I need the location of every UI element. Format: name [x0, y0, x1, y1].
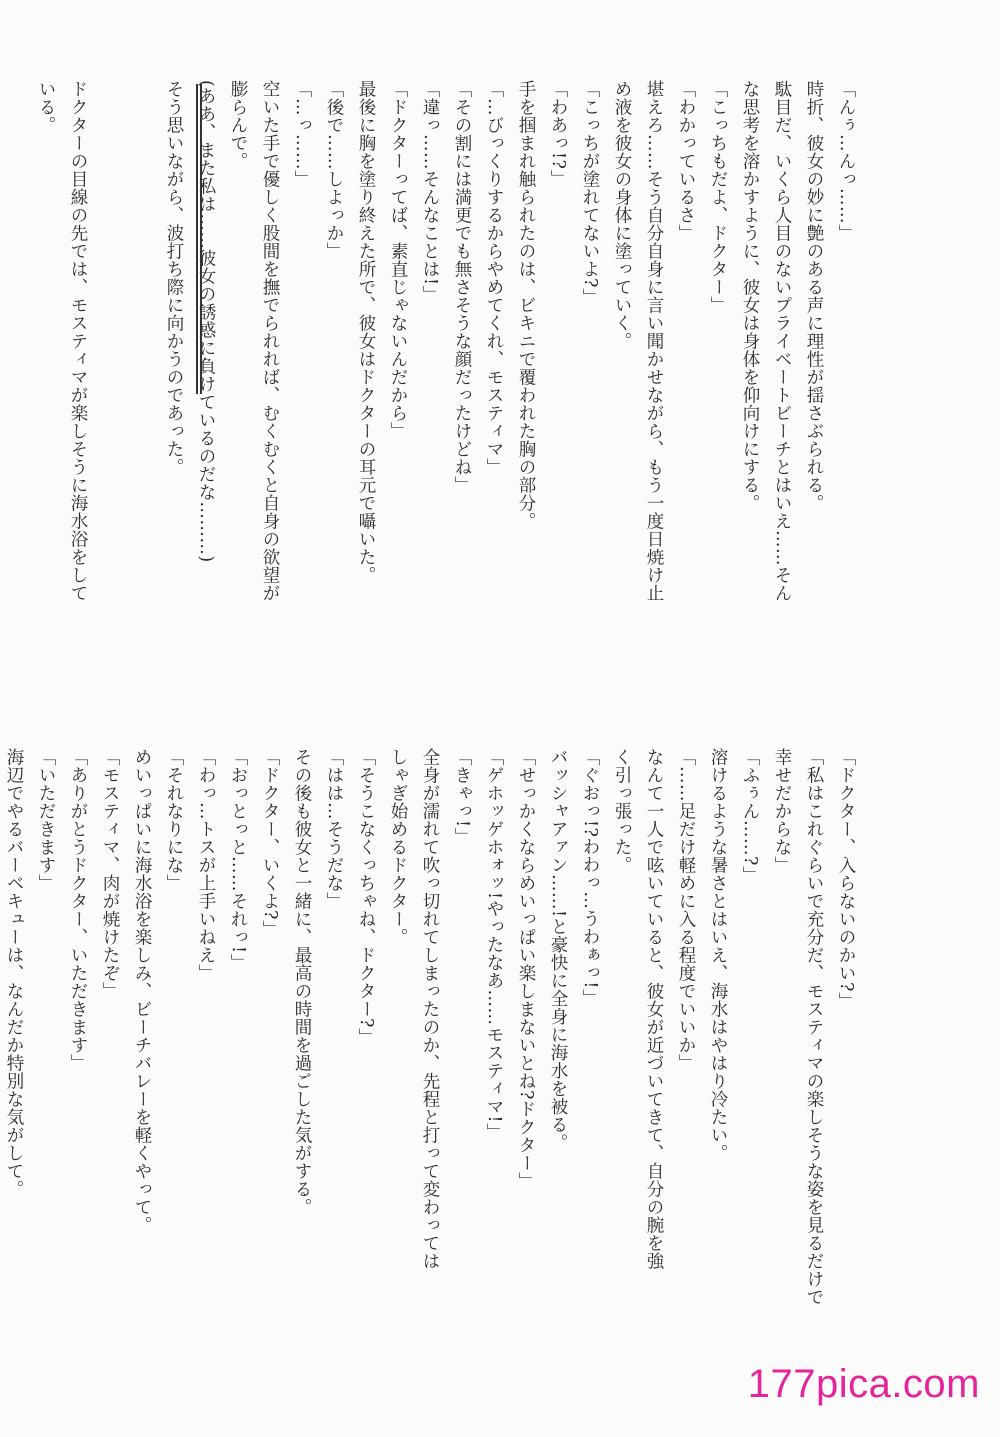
text-line: 「後で……しよっか」	[324, 80, 344, 260]
text-line	[126, 80, 158, 720]
text-line: く引っ張った。	[612, 748, 632, 874]
text-line: 「私はこれぐらいで充分だ、モスティマの楽しそうな姿を見るだけで	[804, 748, 824, 1306]
text-line: 「ドクター、入らないのかい?」	[836, 748, 856, 1010]
text-line: め液を彼女の身体に塗っていく。	[612, 80, 632, 350]
text-line	[94, 80, 126, 720]
text-line: 「わあっ!?」	[548, 80, 568, 188]
text-line: 「せっかくならめいっぱい楽しまないとね?ドクター」	[516, 748, 536, 1190]
text-line: 「……足だけ軽めに入る程度でいいか」	[676, 748, 696, 1072]
text-line: 膨らんで。	[228, 80, 248, 170]
text-line: 「わかっているさ」	[676, 80, 696, 242]
text-line: 「モスティマ、肉が焼けたぞ」	[100, 748, 120, 1000]
text-line: 最後に胸を塗り終えた所で、彼女はドクターの耳元で囁いた。	[356, 80, 376, 584]
text-line: しゃぎ始めるドクター。	[388, 748, 408, 946]
text-line: 駄目だ、いくら人目のないプライベートビーチとはいえ……そん	[772, 80, 792, 602]
text-line: 全身が濡れて吹っ切れてしまったのか、先程と打って変わっては	[420, 748, 440, 1270]
text-line: そう思いながら、波打ち際に向かうのであった。	[164, 80, 184, 476]
text-line: バッシャアァン……!と豪快に全身に海水を被る。	[548, 748, 568, 1152]
text-line: 「…びっくりするからやめてくれ、モスティマ」	[484, 80, 504, 476]
text-line: 「いただきます」	[36, 748, 56, 892]
text-line: 「そうこなくっちゃね、ドクター?」	[356, 748, 376, 1046]
text-line: 「ドクターってば、素直じゃないんだから」	[388, 80, 408, 440]
text-line: 「ありがとうドクター、いただきます」	[68, 748, 88, 1072]
text-line: 「それなりにな」	[164, 748, 184, 892]
text-line: 「ぐおっ!?わわっ…うわぁっ!」	[580, 748, 600, 1007]
text-line: なんて一人で呟いていると、彼女が近づいてきて、自分の腕を強	[644, 748, 664, 1270]
text-line: な思考を溶かすように、彼女は身体を仰向けにする。	[740, 80, 760, 512]
text-line: 海辺でやるバーベキューは、なんだか特別な気がして。	[4, 748, 24, 1198]
section-break-rule	[196, 84, 202, 394]
text-line: 「こっちが塗れてないよ?」	[580, 80, 600, 306]
text-line: 「こっちもだよ、ドクター」	[708, 80, 728, 314]
text-line: 空いた手で優しく股間を撫でられれば、むくむくと自身の欲望が	[260, 80, 280, 602]
text-line: 溶けるような暑さとはいえ、海水はやはり冷たい。	[708, 748, 728, 1162]
text-line: 「…っ……」	[292, 80, 312, 188]
text-line: 「ふぅん……?」	[740, 748, 760, 884]
text-line: めいっぱいに海水浴を楽しみ、ビーチバレーを軽くやって。	[132, 748, 152, 1234]
text-line: 時折、彼女の妙に艶のある声に理性が揺さぶられる。	[804, 80, 824, 512]
text-line: 「その割には満更でも無さそうな顔だったけどね」	[452, 80, 472, 494]
text-line: 「わっ…トスが上手いねえ」	[196, 748, 216, 982]
text-line: 堪えろ……そう自分自身に言い聞かせながら、もう一度日焼け止	[644, 80, 664, 602]
text-line: 「ゲホッゲホォッ!やったなあ……モスティマ!」	[484, 748, 504, 1142]
text-line: ドクターの目線の先では、モスティマが楽しそうに海水浴をして	[68, 80, 88, 602]
watermark: 177pica.com	[747, 1362, 980, 1406]
text-line: いる。	[36, 80, 56, 134]
text-line: 手を掴まれ触られたのは、ビキニで覆われた胸の部分。	[516, 80, 536, 530]
text-line: 「ドクター、いくよ?」	[260, 748, 280, 938]
text-line: その後も彼女と一緒に、最高の時間を過ごした気がする。	[292, 748, 312, 1216]
text-line: 「違っ……そんなことは!」	[420, 80, 440, 304]
text-line: (ああ、また私は……彼女の誘惑に負けているのだな………)	[196, 80, 216, 563]
lower-text-block	[0, 748, 862, 1388]
text-line: 「はは…そうだな」	[324, 748, 344, 910]
text-line: 「んぅ…んっ……」	[836, 80, 856, 242]
text-line: 幸せだからな」	[772, 748, 792, 874]
text-line: 「きゃっ!」	[452, 748, 472, 846]
text-line: 「おっとっと……それっ!」	[228, 748, 248, 972]
upper-text-block	[30, 80, 862, 720]
